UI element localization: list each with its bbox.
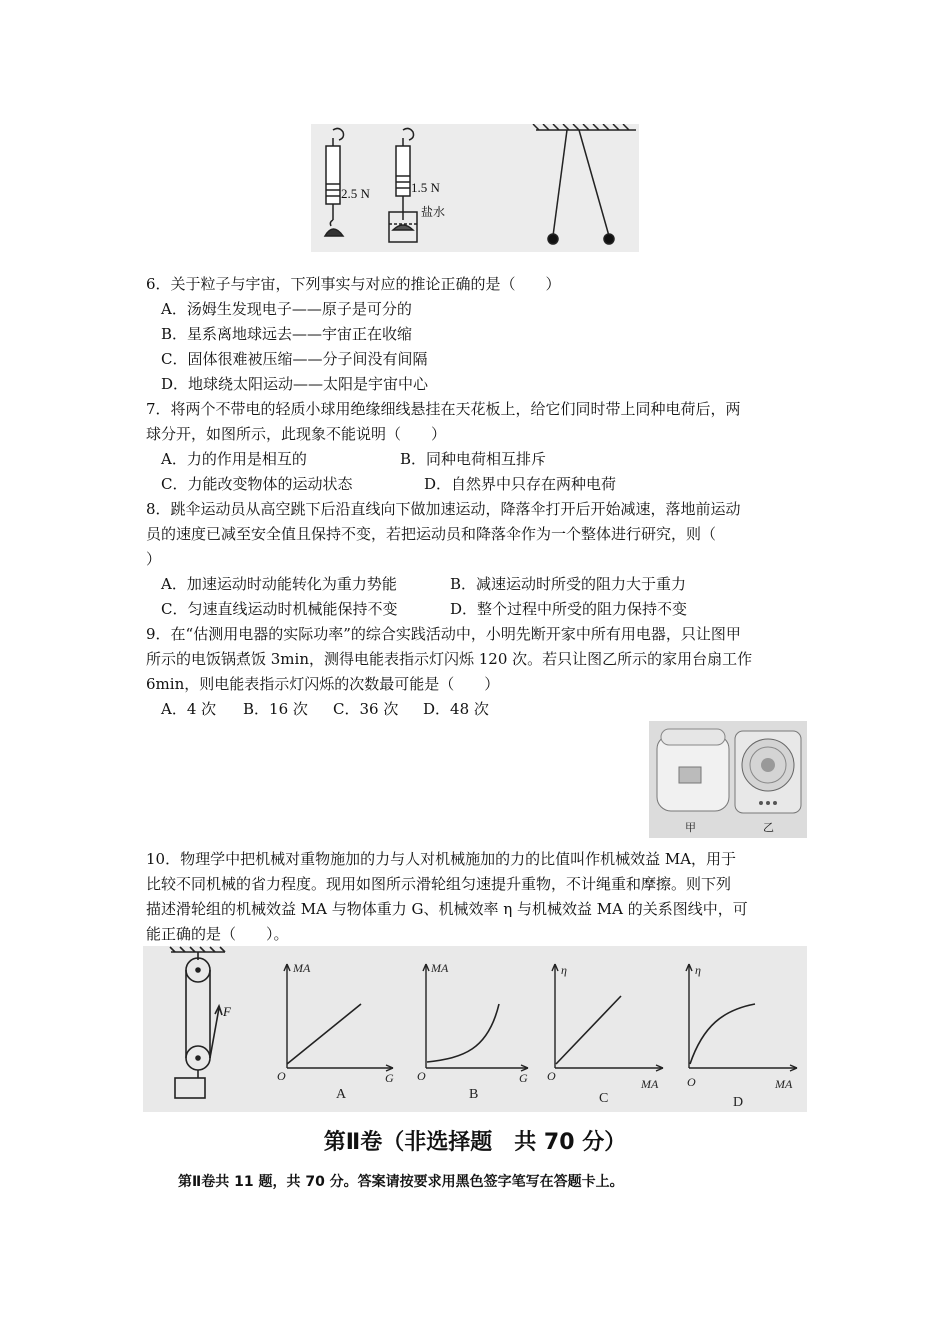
graph-c-ylabel: η	[561, 963, 567, 977]
force-label: F	[223, 1004, 231, 1019]
q6-option-c: C．固体很难被压缩——分子间没有间隔	[161, 350, 428, 368]
fig-label-jia: 甲	[685, 822, 696, 834]
graph-d-option: D	[733, 1095, 744, 1110]
q10-stem-line1: 10．物理学中把机械对重物施加的力与人对机械施加的力的比值叫作机械效益 MA，用于	[146, 850, 737, 868]
scale1-reading: 2.5 N	[341, 186, 370, 201]
section-title: 第Ⅱ卷（非选择题 共 70 分）	[323, 1130, 627, 1155]
graph-c-origin: O	[547, 1069, 556, 1083]
q7-option-c: C．力能改变物体的运动状态	[161, 475, 353, 493]
top-figure	[311, 124, 639, 252]
graph-b-ylabel: MA	[431, 961, 449, 975]
q8-option-d: D．整个过程中所受的阻力保持不变	[450, 600, 688, 618]
q8-option-a: A．加速运动时动能转化为重力势能	[161, 575, 397, 593]
rice-cooker-image	[657, 729, 729, 811]
q7-option-d: D．自然界中只存在两种电荷	[424, 475, 617, 493]
fig-label-yi: 乙	[763, 822, 774, 834]
q9-option-b: B．16 次	[243, 700, 308, 718]
q8-stem-line3: ）	[146, 550, 162, 568]
q8-stem-line1: 8．跳伞运动员从高空跳下后沿直线向下做加速运动，降落伞打开后开始减速，落地前运动	[146, 500, 741, 518]
q6-stem: 6．关于粒子与宇宙，下列事实与对应的推论正确的是（ ）	[146, 275, 561, 293]
q8-stem-line2: 员的速度已减至安全值且保持不变，若把运动员和降落伞作为一个整体进行研究，则（	[146, 525, 717, 543]
q9-stem-line1: 9．在“估测用电器的实际功率”的综合实践活动中，小明先断开家中所有用电器，只让图甲	[146, 625, 741, 643]
q6-option-d: D．地球绕太阳运动——太阳是宇宙中心	[161, 375, 429, 393]
graph-b-origin: O	[417, 1069, 426, 1083]
graph-a-origin: O	[277, 1069, 286, 1083]
graph-d-xlabel: MA	[775, 1077, 793, 1091]
graph-a-xlabel: G	[385, 1071, 394, 1085]
liquid-label: 盐水	[421, 205, 446, 219]
q9-option-c: C．36 次	[333, 700, 399, 718]
q10-figure	[143, 946, 807, 1112]
q10-stem-line2: 比较不同机械的省力程度。现用如图所示滑轮组匀速提升重物，不计绳重和摩擦。则下列	[146, 875, 732, 893]
graph-d-origin: O	[687, 1075, 696, 1089]
graph-c-xlabel: MA	[641, 1077, 659, 1091]
graph-b-xlabel: G	[519, 1071, 528, 1085]
q6-option-b: B．星系离地球远去——宇宙正在收缩	[161, 325, 413, 343]
q7-stem-line2: 球分开，如图所示，此现象不能说明（ ）	[146, 425, 447, 443]
graph-a-ylabel: MA	[293, 961, 311, 975]
q9-option-d: D．48 次	[423, 700, 489, 718]
q6-option-a: A．汤姆生发现电子——原子是可分的	[161, 300, 412, 318]
q9-option-a: A．4 次	[161, 700, 217, 718]
appliance-figure	[649, 721, 807, 838]
section-instruction: 第Ⅱ卷共 11 题，共 70 分。答案请按要求用黑色签字笔写在答题卡上。	[178, 1174, 624, 1190]
q9-stem-line3: 6min，则电能表指示灯闪烁的次数最可能是（ ）	[146, 675, 500, 693]
q7-option-a: A．力的作用是相互的	[161, 450, 307, 468]
desk-fan-image	[735, 731, 801, 813]
q10-stem-line4: 能正确的是（ ）。	[146, 925, 289, 943]
graph-b-option: B	[469, 1087, 479, 1102]
q7-stem-line1: 7．将两个不带电的轻质小球用绝缘细线悬挂在天花板上，给它们同时带上同种电荷后，两	[146, 400, 741, 418]
graph-d-ylabel: η	[695, 963, 701, 977]
q7-option-b: B．同种电荷相互排斥	[400, 450, 547, 468]
scale2-reading: 1.5 N	[411, 180, 440, 195]
q9-stem-line2: 所示的电饭锅煮饭 3min，测得电能表指示灯闪烁 120 次。若只让图乙所示的家用台扇工作	[146, 650, 753, 668]
q8-option-c: C．匀速直线运动时机械能保持不变	[161, 600, 398, 618]
graph-c-option: C	[599, 1091, 609, 1106]
q8-option-b: B．减速运动时所受的阻力大于重力	[450, 575, 687, 593]
q10-stem-line3: 描述滑轮组的机械效益 MA 与物体重力 G、机械效率 η 与机械效益 MA 的关系图线中，可	[146, 900, 748, 918]
graph-a-option: A	[336, 1087, 347, 1102]
